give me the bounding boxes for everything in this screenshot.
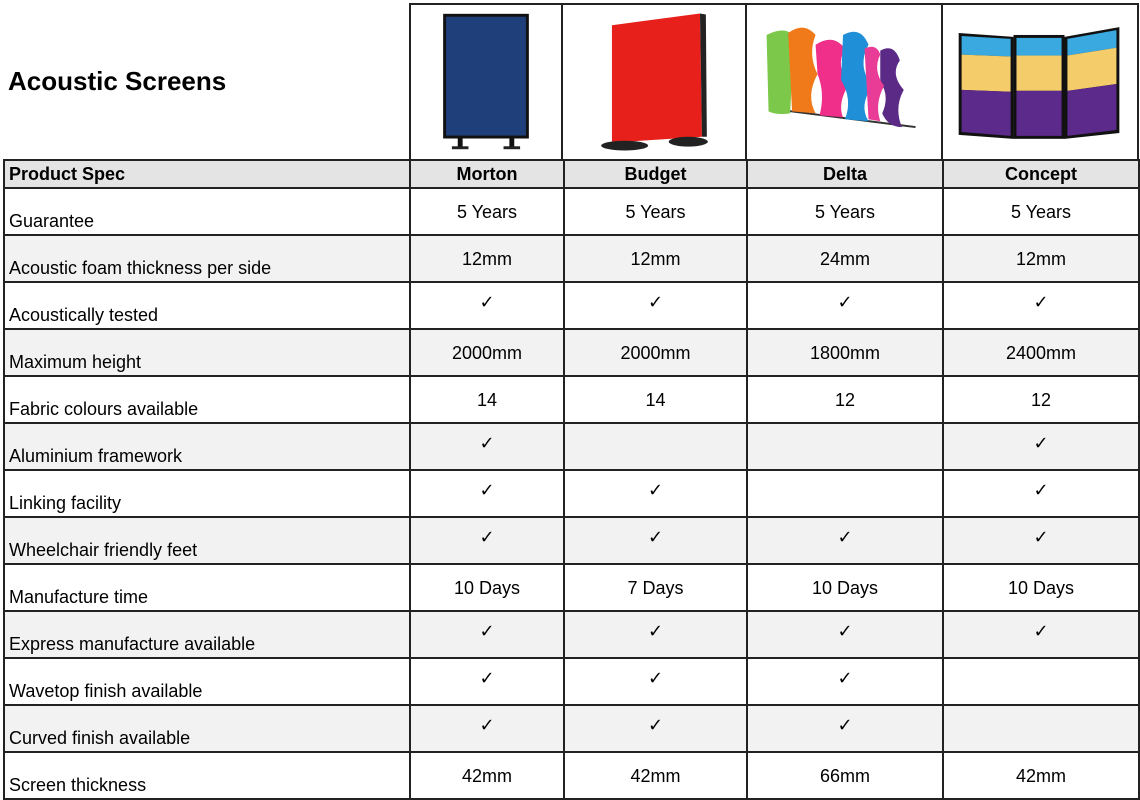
morton-screen-image — [409, 3, 563, 159]
spec-value-morton: 10 Days — [410, 564, 564, 611]
spec-value-morton: ✓ — [410, 611, 564, 658]
spec-value-budget: ✓ — [564, 611, 747, 658]
spec-value-morton: 2000mm — [410, 329, 564, 376]
spec-value-concept: 5 Years — [943, 188, 1139, 235]
spec-label: Express manufacture available — [4, 611, 410, 658]
spec-value-morton: ✓ — [410, 470, 564, 517]
spec-value-delta: 1800mm — [747, 329, 943, 376]
concept-screen-image — [941, 3, 1139, 159]
spec-label: Fabric colours available — [4, 376, 410, 423]
table-row — [4, 752, 1139, 799]
spec-label: Linking facility — [4, 470, 410, 517]
table-row — [4, 517, 1139, 564]
delta-screen-image — [745, 3, 943, 159]
spec-value-morton: ✓ — [410, 423, 564, 470]
spec-value-concept: 2400mm — [943, 329, 1139, 376]
spec-value-budget: 5 Years — [564, 188, 747, 235]
spec-value-delta: 5 Years — [747, 188, 943, 235]
table-row — [4, 705, 1139, 752]
spec-label: Acoustic foam thickness per side — [4, 235, 410, 282]
spec-label: Acoustically tested — [4, 282, 410, 329]
spec-value-concept: 12 — [943, 376, 1139, 423]
spec-value-budget: ✓ — [564, 282, 747, 329]
spec-value-morton: ✓ — [410, 658, 564, 705]
spec-value-delta — [747, 423, 943, 470]
table-header-row — [4, 160, 1139, 188]
spec-value-concept: ✓ — [943, 470, 1139, 517]
spec-value-morton: 5 Years — [410, 188, 564, 235]
spec-value-budget: 7 Days — [564, 564, 747, 611]
spec-value-delta: 12 — [747, 376, 943, 423]
budget-screen-image — [561, 3, 747, 159]
spec-value-concept: 12mm — [943, 235, 1139, 282]
spec-value-delta: ✓ — [747, 705, 943, 752]
spec-comparison-table — [3, 159, 1140, 800]
spec-value-budget: 42mm — [564, 752, 747, 799]
spec-value-concept: ✓ — [943, 423, 1139, 470]
spec-value-budget: ✓ — [564, 517, 747, 564]
spec-value-delta: ✓ — [747, 658, 943, 705]
spec-value-concept: ✓ — [943, 517, 1139, 564]
spec-value-morton: 42mm — [410, 752, 564, 799]
page-title: Acoustic Screens — [8, 66, 227, 96]
table-row — [4, 376, 1139, 423]
spec-value-concept — [943, 658, 1139, 705]
spec-value-budget — [564, 423, 747, 470]
spec-value-concept: ✓ — [943, 611, 1139, 658]
product-header-budget: Budget — [564, 160, 747, 188]
spec-value-delta: ✓ — [747, 611, 943, 658]
spec-value-budget: ✓ — [564, 470, 747, 517]
spec-value-morton: 14 — [410, 376, 564, 423]
spec-value-concept: 42mm — [943, 752, 1139, 799]
spec-label: Wheelchair friendly feet — [4, 517, 410, 564]
spec-value-budget: 12mm — [564, 235, 747, 282]
spec-label: Wavetop finish available — [4, 658, 410, 705]
spec-value-delta: ✓ — [747, 282, 943, 329]
spec-label: Maximum height — [4, 329, 410, 376]
spec-value-budget: ✓ — [564, 658, 747, 705]
spec-label: Manufacture time — [4, 564, 410, 611]
spec-value-morton: ✓ — [410, 705, 564, 752]
product-header-delta: Delta — [747, 160, 943, 188]
table-row — [4, 564, 1139, 611]
product-header-concept: Concept — [943, 160, 1139, 188]
spec-value-budget: 14 — [564, 376, 747, 423]
spec-label: Curved finish available — [4, 705, 410, 752]
spec-value-delta — [747, 470, 943, 517]
spec-value-delta: ✓ — [747, 517, 943, 564]
table-row — [4, 329, 1139, 376]
spec-value-budget: 2000mm — [564, 329, 747, 376]
spec-value-delta: 24mm — [747, 235, 943, 282]
table-row — [4, 470, 1139, 517]
table-row — [4, 188, 1139, 235]
table-row — [4, 282, 1139, 329]
spec-value-budget: ✓ — [564, 705, 747, 752]
spec-value-morton: 12mm — [410, 235, 564, 282]
table-row — [4, 611, 1139, 658]
spec-label: Screen thickness — [4, 752, 410, 799]
spec-value-morton: ✓ — [410, 517, 564, 564]
table-row — [4, 235, 1139, 282]
spec-value-morton: ✓ — [410, 282, 564, 329]
spec-value-concept: ✓ — [943, 282, 1139, 329]
spec-value-delta: 66mm — [747, 752, 943, 799]
spec-label: Aluminium framework — [4, 423, 410, 470]
spec-value-delta: 10 Days — [747, 564, 943, 611]
product-spec-header: Product Spec — [4, 160, 410, 188]
table-row — [4, 423, 1139, 470]
spec-value-concept: 10 Days — [943, 564, 1139, 611]
product-header-morton: Morton — [410, 160, 564, 188]
spec-value-concept — [943, 705, 1139, 752]
table-row — [4, 658, 1139, 705]
spec-label: Guarantee — [4, 188, 410, 235]
